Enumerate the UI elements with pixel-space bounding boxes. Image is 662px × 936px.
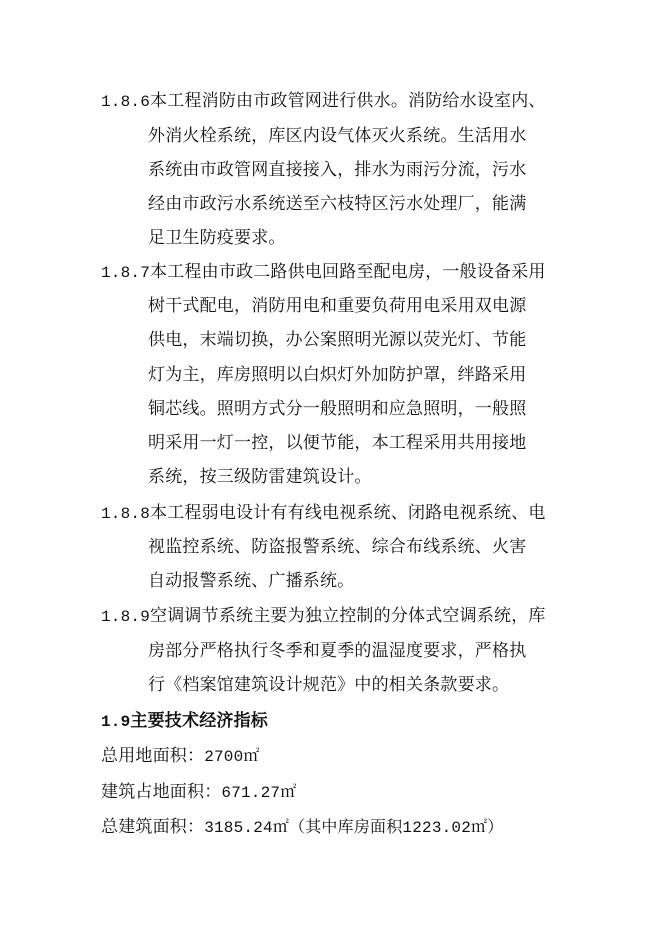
section-1-8-9-line-3: 行《档案馆建筑设计规范》中的相关条款要求。	[148, 675, 510, 695]
section-1-8-7-line-5: 铜芯线。照明方式分一般照明和应急照明，一般照	[148, 399, 527, 419]
section-1-8-6-line-2: 外消火栓系统，库区内设气体灭火系统。生活用水	[148, 126, 527, 146]
heading-number: 1.9	[101, 713, 131, 731]
metric-label: 总建筑面积：	[101, 817, 205, 837]
section-1-8-7-line-2: 树干式配电，消防用电和重要负荷用电采用双电源	[148, 296, 527, 316]
section-text: 本工程消防由市政管网进行供水。消防给水设室内、	[150, 91, 546, 111]
section-text: 空调调节系统主要为独立控制的分体式空调系统，库	[150, 606, 546, 626]
section-text: 本工程弱电设计有有线电视系统、闭路电视系统、电	[150, 503, 546, 523]
section-1-8-7-line-4: 灯为主，库房照明以白炽灯外加防护罩，绊路采用	[148, 365, 527, 385]
section-1-8-6-line-4: 经由市政污水系统送至六枝特区污水处理厂，能满	[148, 194, 527, 214]
metric-value: 671.27㎡	[221, 784, 297, 802]
metric-total-floor-area	[101, 816, 503, 839]
section-1-8-7-line-3: 供电，末端切换，办公案照明光源以荧光灯、节能	[148, 330, 527, 350]
metric-label: 总用地面积：	[101, 746, 205, 766]
section-heading-1-9	[101, 710, 268, 733]
section-1-8-9-line-2: 房部分严格执行冬季和夏季的温湿度要求，严格执	[148, 641, 527, 661]
metric-total-land-area	[101, 745, 260, 768]
section-1-8-9-line-1	[101, 605, 546, 628]
metric-value: 2700㎡	[204, 748, 260, 766]
section-1-8-8-line-2: 视监控系统、防盗报警系统、综合布线系统、火害	[148, 537, 527, 557]
section-number: 1.8.9	[101, 608, 151, 626]
section-1-8-6-line-5: 足卫生防疫要求。	[148, 228, 286, 248]
heading-title: 主要技术经济指标	[130, 711, 269, 731]
section-1-8-8-line-3: 自动报警系统、广播系统。	[148, 571, 355, 591]
section-number: 1.8.8	[101, 505, 151, 523]
section-1-8-7-line-6: 明采用一灯一控，以便节能，本工程采用共用接地	[148, 433, 527, 453]
section-1-8-8-line-1	[101, 502, 546, 525]
section-1-8-6-line-1	[101, 90, 546, 113]
section-text: 本工程由市政二路供电回路至配电房，一般设备采用	[150, 262, 546, 282]
section-number: 1.8.6	[101, 93, 151, 111]
section-1-8-7-line-1	[101, 261, 546, 284]
section-number: 1.8.7	[101, 264, 151, 282]
metric-building-footprint	[101, 781, 296, 804]
section-1-8-6-line-3: 系统由市政管网直接接入，排水为雨污分流，污水	[148, 160, 527, 180]
metric-label: 建筑占地面积：	[101, 782, 222, 802]
section-1-8-7-line-7: 系统，按三级防雷建筑设计。	[148, 467, 372, 487]
metric-value: 3185.24㎡（其中库房面积1223.02㎡）	[204, 819, 504, 837]
